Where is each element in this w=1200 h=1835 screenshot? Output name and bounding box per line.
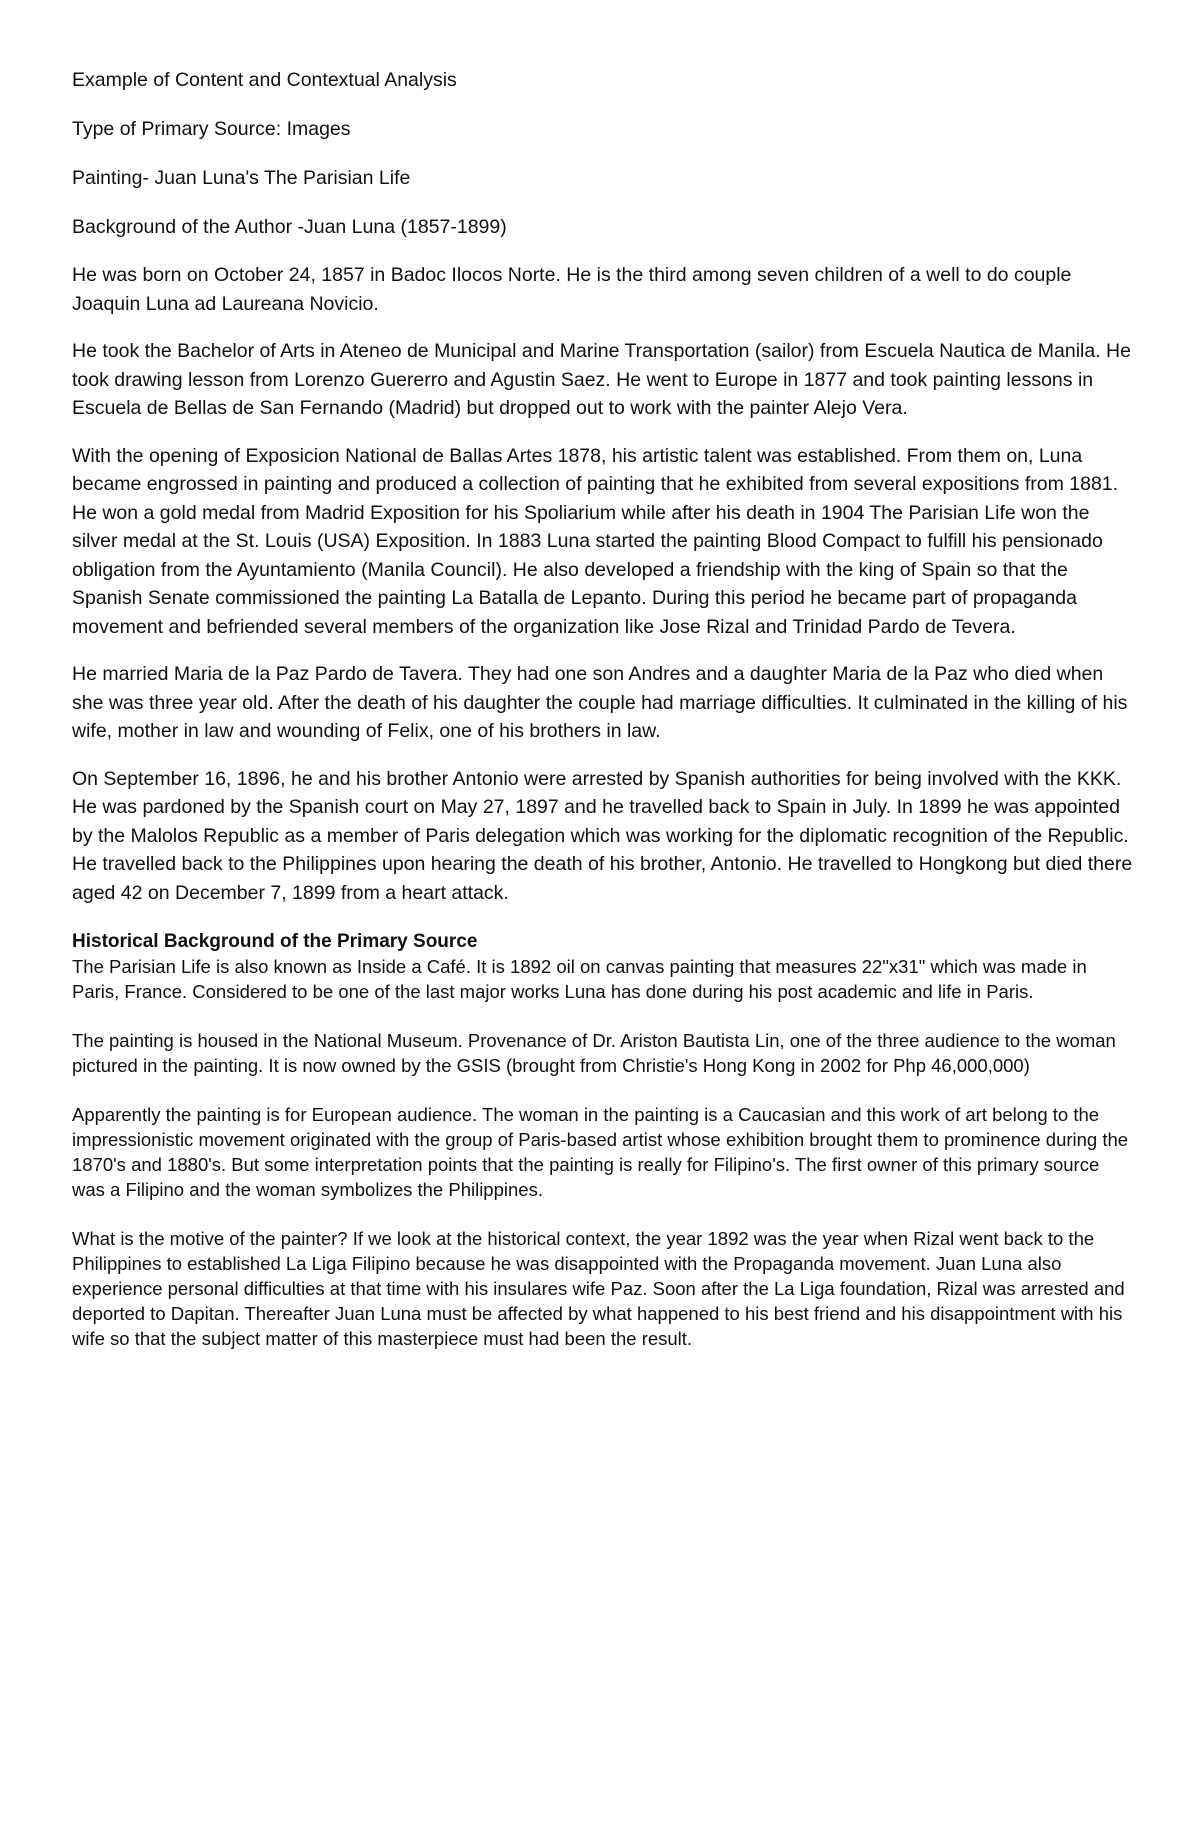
historical-heading: Historical Background of the Primary Source bbox=[72, 931, 478, 952]
document-page bbox=[72, 66, 1136, 1351]
historical-paragraph: The painting is housed in the National Museum. Provenance of Dr. Ariston Bautista Lin, one of the three audience to the woman pictured in the painting. It is now owned by the GSIS (brought from Christie's Hong Kong in 2002 for Php 46,000,000) bbox=[72, 1030, 1116, 1076]
historical-paragraph: Apparently the painting is for European audience. The woman in the painting is a Caucasian and this work of art belong to the impressionistic movement originated with the group of Paris-based artist whose exhibition brought them to prominence during the 1870's and 1880's. But some interpretation points that the painting is really for Filipino's. The first owner of this primary source was a Filipino and the woman symbolizes the Philippines. bbox=[72, 1104, 1129, 1200]
document-title: Example of Content and Contextual Analysis bbox=[72, 69, 457, 91]
bio-paragraph: On September 16, 1896, he and his brother Antonio were arrested by Spanish authorities for being involved with the KKK. He was pardoned by the Spanish court on May 27, 1897 and he travelled back to Spain in July. In 1899 he was appointed by the Malolos Republic as a member of Paris delegation which was working for the diplomatic recognition of the Republic. He travelled back to the Philippines upon hearing the death of his brother, Antonio. He travelled to Hongkong but died there aged 42 on December 7, 1899 from a heart attack. bbox=[72, 767, 1133, 904]
historical-paragraph: What is the motive of the painter? If we look at the historical context, the year 1892 was the year when Rizal went back to the Philippines to established La Liga Filipino because he was disappointed with the Propaganda movement. Juan Luna also experience personal difficulties at that time with his insulares wife Paz. Soon after the La Liga foundation, Rizal was arrested and deported to Dapitan. Thereafter Juan Luna must be affected by what happened to his best friend and his disappointment with his wife so that the subject matter of this masterpiece must had been the result. bbox=[72, 1228, 1125, 1349]
bio-paragraph: With the opening of Exposicion National de Ballas Artes 1878, his artistic talent was established. From them on, Luna became engrossed in painting and produced a collection of painting that he exhibited from several expositions from 1881. He won a gold medal from Madrid Exposition for his Spoliarium while after his death in 1904 The Parisian Life won the silver medal at the St. Louis (USA) Exposition. In 1883 Luna started the painting Blood Compact to fulfill his pensionado obligation from the Ayuntamiento (Manila Council). He also developed a friendship with the king of Spain so that the Spanish Senate commissioned the painting La Batalla de Lepanto. During this period he became part of propaganda movement and befriended several members of the organization like Jose Rizal and Trinidad Pardo de Tevera. bbox=[72, 444, 1119, 638]
bio-paragraph: He took the Bachelor of Arts in Ateneo de Municipal and Marine Transportation (sailor) from Escuela Nautica de Manila. He took drawing lesson from Lorenzo Guererro and Agustin Saez. He went to Europe in 1877 and took painting lessons in Escuela de Bellas de San Fernando (Madrid) but dropped out to work with the painter Alejo Vera. bbox=[72, 340, 1131, 419]
background-title: Background of the Author -Juan Luna (1857-1899) bbox=[72, 216, 507, 238]
bio-paragraph: He was born on October 24, 1857 in Badoc Ilocos Norte. He is the third among seven children of a well to do couple Joaquin Luna ad Laureana Novicio. bbox=[72, 264, 1072, 315]
painting-title: Painting- Juan Luna's The Parisian Life bbox=[72, 167, 411, 189]
bio-paragraph: He married Maria de la Paz Pardo de Tavera. They had one son Andres and a daughter Maria de la Paz who died when she was three year old. After the death of his daughter the couple had marriage difficulties. It culminated in the killing of his wife, mother in law and wounding of Felix, one of his brothers in law. bbox=[72, 663, 1128, 742]
historical-paragraph: The Parisian Life is also known as Inside a Café. It is 1892 oil on canvas painting that measures 22"x31" which was made in Paris, France. Considered to be one of the last major works Luna has done during his post academic and life in Paris. bbox=[72, 956, 1087, 1002]
source-type: Type of Primary Source: Images bbox=[72, 118, 351, 140]
